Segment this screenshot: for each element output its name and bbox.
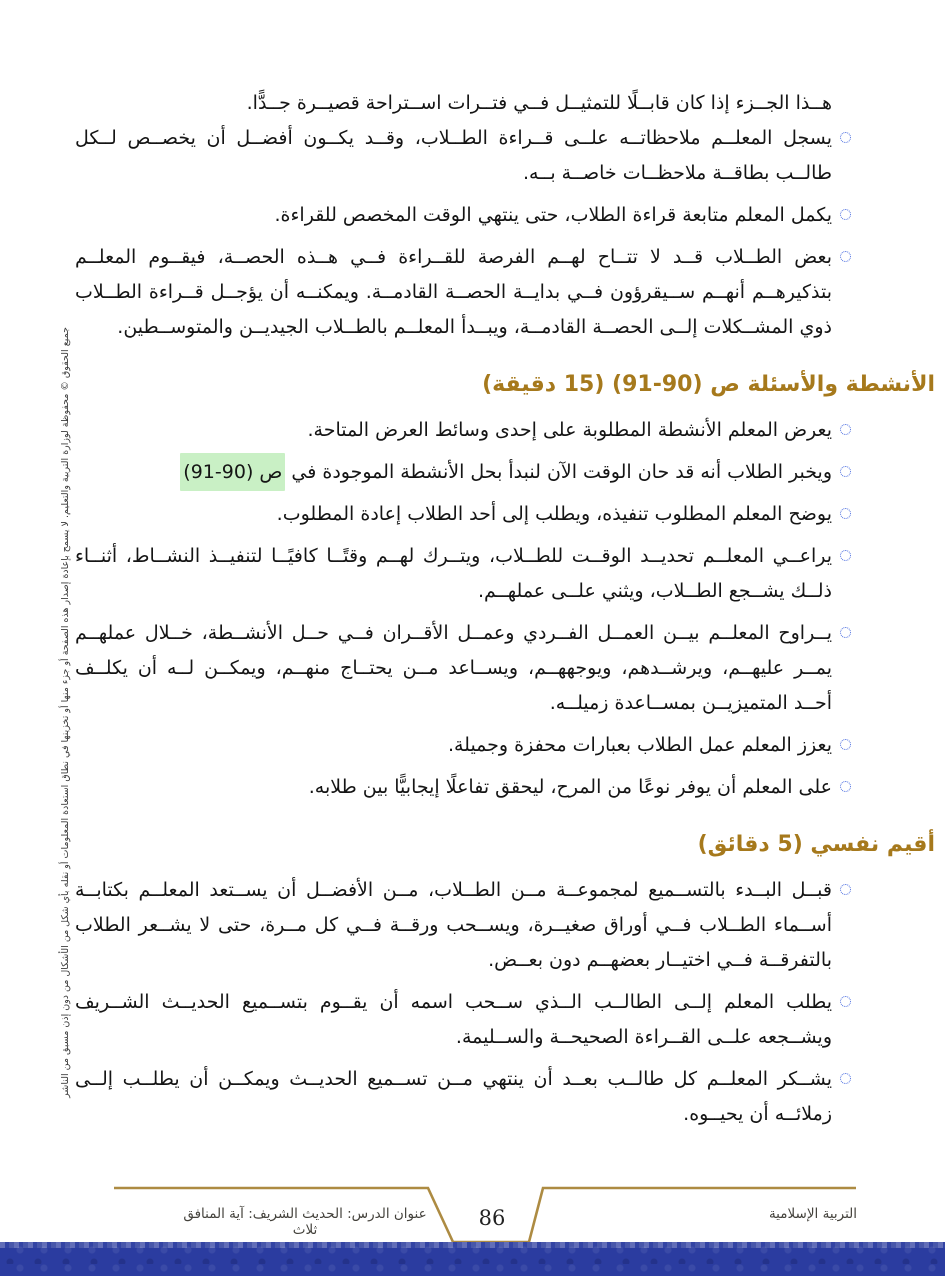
bullet-circle-icon [840, 424, 851, 435]
bullet-item [75, 985, 935, 1055]
bullet-item [75, 539, 935, 609]
bullet-list-reading [75, 121, 935, 345]
bullet-list-self-assessment [75, 873, 935, 1132]
bullet-text-lead: ويخبر الطلاب أنه قد حان الوقت الآن لنبدأ بحل الأنشطة الموجودة في [285, 461, 832, 483]
bullet-circle-icon [840, 466, 851, 477]
bullet-text [75, 455, 935, 490]
bullet-text: يعرض المعلم الأنشطة المطلوبة على إحدى وسائط العرض المتاحة. [307, 419, 832, 441]
bullet-text: بعض الطــلاب قــد لا تتــاح لهــم الفرصة للقــراءة فــي هــذه الحصــة، فيقــوم المعلــم بتذكيرهــم أنهــم ســيقرؤون فــي بدايــة الحصــة القادمــة. ويمكنــه أن يؤجــل قــراءة الطــلاب ذوي المشــكلات إلــى الحصــة القادمــة، ويبــدأ المعلــم بالطــلاب الجيديــن والمتوســطين. [75, 246, 832, 338]
bullet-circle-icon [840, 550, 851, 561]
page-number: 86 [478, 1206, 506, 1230]
bullet-circle-icon [840, 627, 851, 638]
bullet-item [75, 728, 935, 763]
bullet-circle-icon [840, 996, 851, 1007]
bullet-item [75, 121, 935, 191]
bullet-text: يــراوح المعلــم بيــن العمــل الفــردي وعمــل الأقــران فــي حــل الأنشــطة، خــلال عملهــم يمــر عليهــم، ويرشــدهم، ويوجههــم، ويســاعد مــن يحتــاج منهــم، ويمكــن لــه أن يكلــف أحــد المتميزيــن بمســاعدة زميلــه. [75, 622, 832, 714]
bullet-circle-icon [840, 251, 851, 262]
page-content [75, 86, 935, 1164]
bullet-circle-icon [840, 1073, 851, 1084]
bullet-circle-icon [840, 739, 851, 750]
bullet-item [75, 770, 935, 805]
footer-decorative-bar [0, 1242, 945, 1276]
bullet-item [75, 455, 935, 490]
bullet-item [75, 198, 935, 233]
bullet-text: يكمل المعلم متابعة قراءة الطلاب، حتى ينتهي الوقت المخصص للقراءة. [274, 204, 832, 226]
intro-paragraph: هــذا الجــزء إذا كان قابــلًا للتمثيــل فــي فتــرات اســتراحة قصيــرة جــدًّا. [246, 92, 832, 114]
bullet-circle-icon [840, 884, 851, 895]
bullet-text: يوضح المعلم المطلوب تنفيذه، ويطلب إلى أحد الطلاب إعادة المطلوب. [276, 503, 832, 525]
bullet-circle-icon [840, 209, 851, 220]
bullet-circle-icon [840, 132, 851, 143]
bullet-text: على المعلم أن يوفر نوعًا من المرح، ليحقق تفاعلًا إيجابيًّا بين طلابه. [308, 776, 832, 798]
bullet-item [75, 413, 935, 448]
footer-lesson-title: عنوان الدرس: الحديث الشريف: آية المنافق ثلاث [183, 1206, 427, 1238]
highlight-page-ref: ص (90-91) [180, 453, 285, 491]
bullet-text: يشــكر المعلــم كل طالــب بعــد أن ينتهي مــن تســميع الحديــث ويمكــن أن يطلــب إلــى زملائــه أن يحيــوه. [75, 1068, 832, 1125]
bullet-list-activities [75, 413, 935, 805]
bullet-item [75, 616, 935, 721]
bullet-item [75, 240, 935, 345]
section-heading-self-assessment: أقيم نفسي (5 دقائق) [697, 832, 935, 857]
bullet-text: يطلب المعلم إلــى الطالــب الــذي ســحب اسمه أن يقــوم بتســميع الحديــث الشــريف ويشــجعه علــى القــراءة الصحيحــة والســليمة. [75, 991, 832, 1048]
bullet-item [75, 1062, 935, 1132]
section-heading-activities: الأنشطة والأسئلة ص (90-91) (15 دقيقة) [482, 372, 935, 397]
bullet-circle-icon [840, 781, 851, 792]
bullet-text: قبــل البــدء بالتســميع لمجموعــة مــن الطــلاب، مــن الأفضــل أن يســتعد المعلــم بكتابــة أســماء الطــلاب فــي أوراق صغيــرة، ويســحب ورقــة فــي كل مــرة، حتى لا يشــعر الطلاب بالتفرقــة فــي اختيــار بعضهــم دون بعــض. [75, 879, 832, 971]
bullet-item [75, 873, 935, 978]
bullet-item [75, 497, 935, 532]
footer-subject: التربية الإسلامية [768, 1206, 858, 1222]
bullet-circle-icon [840, 508, 851, 519]
bullet-text: يعزز المعلم عمل الطلاب بعبارات محفزة وجميلة. [447, 734, 832, 756]
copyright-sidebar-text: جميع الحقوق © محفوظة لوزارة التربية والتعليم. لا يسمح بإعادة إصدار هذه الصفحة أو جزء منها أو تخزينها في نطاق استعادة المعلومات أو نقله بأي شكل من الأشكال من دون إذن مسبق من الناشر [60, 327, 71, 1098]
bullet-text: يسجل المعلــم ملاحظاتــه علــى قــراءة الطــلاب، وقــد يكــون أفضــل أن يخصــص لــكل طالــب بطاقــة ملاحظــات خاصــة بــه. [75, 127, 832, 184]
bullet-text: يراعــي المعلــم تحديــد الوقــت للطــلاب، ويتــرك لهــم وقتًــا كافيًــا لتنفيــذ النشــاط، أثنــاء ذلــك يشــجع الطــلاب، ويثني علــى عملهــم. [75, 545, 832, 602]
